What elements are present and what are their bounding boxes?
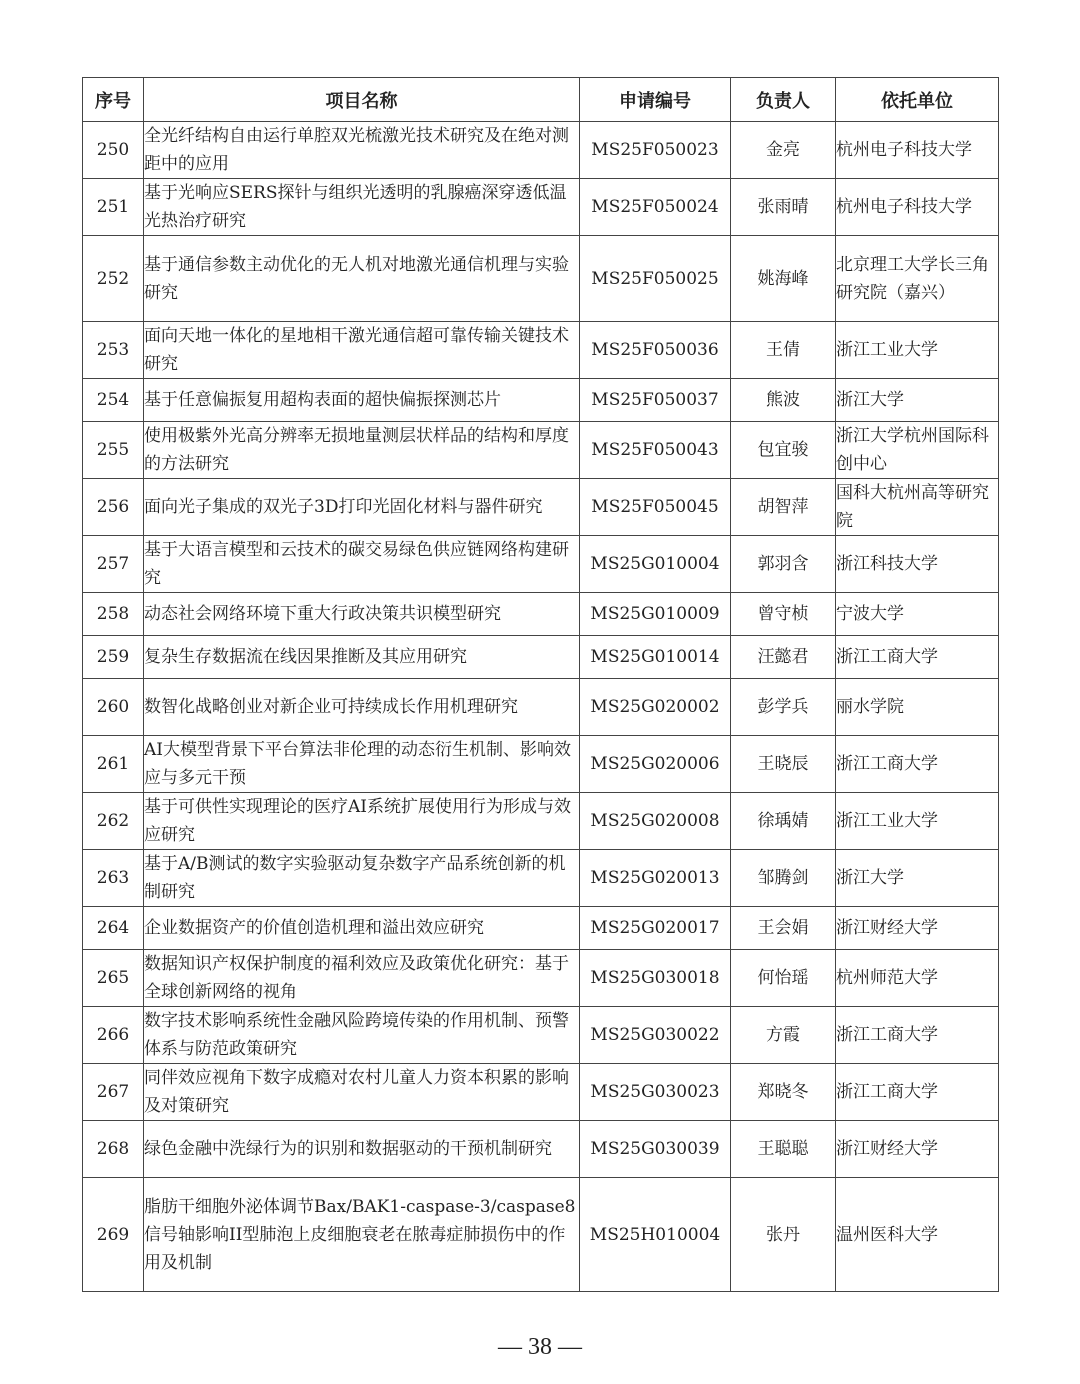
cell-unit: 杭州电子科技大学 <box>836 122 999 179</box>
cell-project-name: 企业数据资产的价值创造机理和溢出效应研究 <box>144 907 580 950</box>
cell-application-code: MS25G020008 <box>580 793 731 850</box>
cell-unit: 丽水学院 <box>836 679 999 736</box>
cell-project-name: 全光纤结构自由运行单腔双光梳激光技术研究及在绝对测距中的应用 <box>144 122 580 179</box>
cell-unit: 浙江科技大学 <box>836 536 999 593</box>
table-row <box>83 379 999 422</box>
cell-application-code: MS25F050024 <box>580 179 731 236</box>
project-table <box>82 77 999 1292</box>
cell-num: 264 <box>83 907 144 950</box>
cell-project-name: 面向光子集成的双光子3D打印光固化材料与器件研究 <box>144 479 580 536</box>
cell-unit: 浙江工业大学 <box>836 793 999 850</box>
header-num: 序号 <box>83 78 144 122</box>
cell-num: 260 <box>83 679 144 736</box>
cell-project-name: 数智化战略创业对新企业可持续成长作用机理研究 <box>144 679 580 736</box>
table-row <box>83 907 999 950</box>
table-row <box>83 636 999 679</box>
cell-num: 268 <box>83 1121 144 1178</box>
header-person: 负责人 <box>731 78 836 122</box>
cell-unit: 国科大杭州高等研究院 <box>836 479 999 536</box>
table-row <box>83 1064 999 1121</box>
cell-person: 邹腾剑 <box>731 850 836 907</box>
cell-person: 曾守桢 <box>731 593 836 636</box>
cell-num: 259 <box>83 636 144 679</box>
cell-person: 张雨晴 <box>731 179 836 236</box>
table-row <box>83 850 999 907</box>
cell-unit: 浙江工商大学 <box>836 636 999 679</box>
page-number: — 38 — <box>498 1334 582 1360</box>
cell-num: 267 <box>83 1064 144 1121</box>
cell-num: 261 <box>83 736 144 793</box>
header-code: 申请编号 <box>580 78 731 122</box>
cell-application-code: MS25G010009 <box>580 593 731 636</box>
cell-project-name: 使用极紫外光高分辨率无损地量测层状样品的结构和厚度的方法研究 <box>144 422 580 479</box>
cell-unit: 浙江大学杭州国际科创中心 <box>836 422 999 479</box>
cell-project-name: 基于大语言模型和云技术的碳交易绿色供应链网络构建研究 <box>144 536 580 593</box>
cell-application-code: MS25F050025 <box>580 236 731 322</box>
cell-person: 王倩 <box>731 322 836 379</box>
cell-application-code: MS25F050037 <box>580 379 731 422</box>
cell-person: 徐瑀婧 <box>731 793 836 850</box>
cell-unit: 浙江财经大学 <box>836 1121 999 1178</box>
cell-application-code: MS25F050043 <box>580 422 731 479</box>
cell-project-name: 基于A/B测试的数字实验驱动复杂数字产品系统创新的机制研究 <box>144 850 580 907</box>
table-body <box>83 122 999 1292</box>
table-row <box>83 122 999 179</box>
cell-person: 金亮 <box>731 122 836 179</box>
table-row <box>83 793 999 850</box>
cell-num: 263 <box>83 850 144 907</box>
table-row <box>83 593 999 636</box>
cell-application-code: MS25G010014 <box>580 636 731 679</box>
cell-application-code: MS25G020002 <box>580 679 731 736</box>
cell-num: 256 <box>83 479 144 536</box>
table-row <box>83 1121 999 1178</box>
cell-unit: 浙江工商大学 <box>836 1007 999 1064</box>
cell-project-name: 基于通信参数主动优化的无人机对地激光通信机理与实验研究 <box>144 236 580 322</box>
table-row <box>83 179 999 236</box>
cell-project-name: AI大模型背景下平台算法非伦理的动态衍生机制、影响效应与多元干预 <box>144 736 580 793</box>
table-row <box>83 1178 999 1292</box>
cell-person: 熊波 <box>731 379 836 422</box>
cell-project-name: 基于任意偏振复用超构表面的超快偏振探测芯片 <box>144 379 580 422</box>
table-row <box>83 536 999 593</box>
cell-person: 方霞 <box>731 1007 836 1064</box>
cell-num: 266 <box>83 1007 144 1064</box>
table-row <box>83 236 999 322</box>
cell-person: 张丹 <box>731 1178 836 1292</box>
cell-application-code: MS25G020006 <box>580 736 731 793</box>
cell-application-code: MS25G030039 <box>580 1121 731 1178</box>
cell-person: 王晓辰 <box>731 736 836 793</box>
table-row <box>83 479 999 536</box>
cell-person: 彭学兵 <box>731 679 836 736</box>
cell-project-name: 同伴效应视角下数字成瘾对农村儿童人力资本积累的影响及对策研究 <box>144 1064 580 1121</box>
cell-unit: 温州医科大学 <box>836 1178 999 1292</box>
cell-num: 253 <box>83 322 144 379</box>
table-row <box>83 322 999 379</box>
cell-application-code: MS25F050023 <box>580 122 731 179</box>
cell-application-code: MS25G030022 <box>580 1007 731 1064</box>
cell-unit: 杭州电子科技大学 <box>836 179 999 236</box>
cell-project-name: 数字技术影响系统性金融风险跨境传染的作用机制、预警体系与防范政策研究 <box>144 1007 580 1064</box>
cell-application-code: MS25G020013 <box>580 850 731 907</box>
table-row <box>83 736 999 793</box>
cell-person: 王聪聪 <box>731 1121 836 1178</box>
cell-application-code: MS25G020017 <box>580 907 731 950</box>
table-header <box>83 78 999 122</box>
cell-person: 郭羽含 <box>731 536 836 593</box>
cell-unit: 浙江大学 <box>836 850 999 907</box>
table-row <box>83 950 999 1007</box>
cell-project-name: 复杂生存数据流在线因果推断及其应用研究 <box>144 636 580 679</box>
table-row <box>83 679 999 736</box>
cell-num: 250 <box>83 122 144 179</box>
cell-unit: 浙江工商大学 <box>836 736 999 793</box>
cell-unit: 浙江大学 <box>836 379 999 422</box>
cell-person: 胡智萍 <box>731 479 836 536</box>
cell-num: 269 <box>83 1178 144 1292</box>
cell-num: 262 <box>83 793 144 850</box>
cell-person: 何怡瑶 <box>731 950 836 1007</box>
cell-num: 257 <box>83 536 144 593</box>
cell-application-code: MS25F050045 <box>580 479 731 536</box>
cell-num: 254 <box>83 379 144 422</box>
cell-project-name: 基于可供性实现理论的医疗AI系统扩展使用行为形成与效应研究 <box>144 793 580 850</box>
cell-num: 251 <box>83 179 144 236</box>
cell-application-code: MS25H010004 <box>580 1178 731 1292</box>
table-row <box>83 1007 999 1064</box>
cell-unit: 浙江工商大学 <box>836 1064 999 1121</box>
cell-num: 255 <box>83 422 144 479</box>
cell-application-code: MS25G010004 <box>580 536 731 593</box>
cell-unit: 宁波大学 <box>836 593 999 636</box>
cell-application-code: MS25F050036 <box>580 322 731 379</box>
cell-person: 郑晓冬 <box>731 1064 836 1121</box>
cell-project-name: 绿色金融中洗绿行为的识别和数据驱动的干预机制研究 <box>144 1121 580 1178</box>
cell-project-name: 面向天地一体化的星地相干激光通信超可靠传输关键技术研究 <box>144 322 580 379</box>
cell-application-code: MS25G030023 <box>580 1064 731 1121</box>
table-row <box>83 422 999 479</box>
cell-unit: 浙江工业大学 <box>836 322 999 379</box>
cell-person: 汪懿君 <box>731 636 836 679</box>
cell-project-name: 动态社会网络环境下重大行政决策共识模型研究 <box>144 593 580 636</box>
cell-person: 姚海峰 <box>731 236 836 322</box>
cell-num: 265 <box>83 950 144 1007</box>
header-row <box>83 78 999 122</box>
header-name: 项目名称 <box>144 78 580 122</box>
cell-person: 包宜骏 <box>731 422 836 479</box>
cell-person: 王会娟 <box>731 907 836 950</box>
cell-unit: 北京理工大学长三角研究院（嘉兴） <box>836 236 999 322</box>
cell-application-code: MS25G030018 <box>580 950 731 1007</box>
cell-num: 252 <box>83 236 144 322</box>
cell-unit: 杭州师范大学 <box>836 950 999 1007</box>
cell-project-name: 数据知识产权保护制度的福利效应及政策优化研究：基于全球创新网络的视角 <box>144 950 580 1007</box>
cell-num: 258 <box>83 593 144 636</box>
cell-project-name: 脂肪干细胞外泌体调节Bax/BAK1-caspase-3/caspase8信号轴影响II型肺泡上皮细胞衰老在脓毒症肺损伤中的作用及机制 <box>144 1178 580 1292</box>
header-unit: 依托单位 <box>836 78 999 122</box>
cell-project-name: 基于光响应SERS探针与组织光透明的乳腺癌深穿透低温光热治疗研究 <box>144 179 580 236</box>
cell-unit: 浙江财经大学 <box>836 907 999 950</box>
